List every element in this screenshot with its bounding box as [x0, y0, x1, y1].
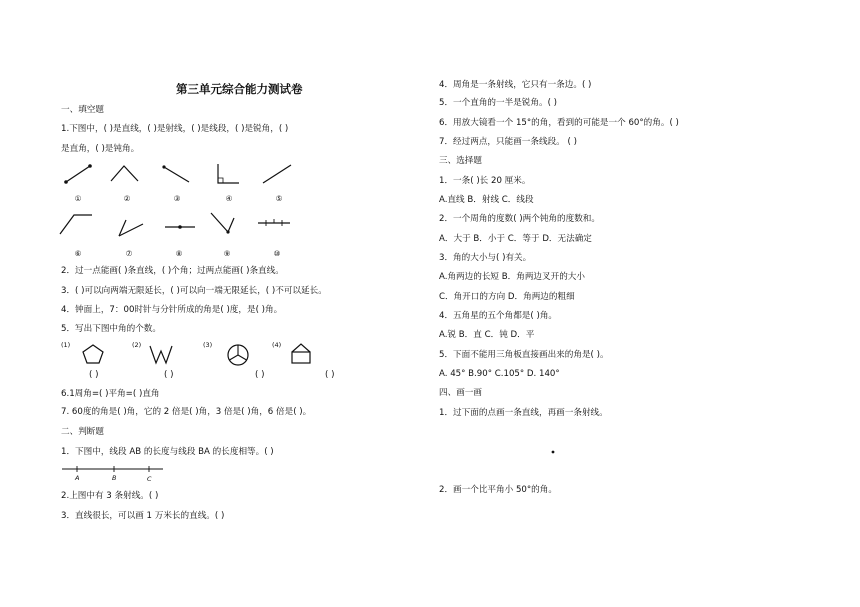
figure-label-9: ⑨	[223, 249, 231, 258]
judge-4: 4．周角是一条射线，它只有一条边。( )	[439, 80, 592, 90]
point-b-label: B	[112, 474, 117, 482]
choice-5: 5．下面不能用三角板直接画出来的角是( )。	[439, 350, 609, 360]
judge-1: 1．下图中，线段 AB 的长度与线段 BA 的长度相等。( )	[61, 447, 274, 457]
question-5: 5．写出下图中角的个数。	[61, 324, 161, 334]
figure-10-segment-icon	[256, 216, 292, 228]
draw-1: 1．过下面的点画一条直线，再画一条射线。	[439, 408, 608, 418]
choice-3-options-b: C．角开口的方向 D．角两边的粗细	[439, 292, 575, 302]
figure-6-obtuse-angle-icon	[58, 211, 96, 237]
choice-2-options: A．大于 B．小于 C．等于 D．无法确定	[439, 234, 592, 244]
figure-label-1: ①	[74, 194, 82, 203]
figure-4-right-angle-icon	[216, 162, 242, 186]
question-4: 4．钟面上，7：00时针与分针所成的角是( )度，是( )角。	[61, 305, 283, 315]
figure-label-2: ②	[123, 194, 131, 203]
question-1-line-a: 1.下图中，( )是直线，( )是射线，( )是线段，( )是锐角，( )	[61, 124, 289, 134]
question-3: 3．( )可以向两端无限延长，( )可以向一端无限延长，( )不可以延长。	[61, 286, 327, 296]
judge-7: 7．经过两点，只能画一条线段。 ( )	[439, 137, 577, 147]
shape-label-1: (1)	[61, 341, 71, 349]
choice-4-options: A.锐 B．直 C．钝 D．平	[439, 330, 535, 340]
shape-blank-4: ( )	[325, 370, 335, 380]
shape-blank-1: ( )	[89, 370, 99, 380]
choice-1: 1．一条( )长 20 厘米。	[439, 176, 531, 186]
figure-8-ray-icon	[163, 222, 197, 232]
section-choice-heading: 三、选择题	[439, 156, 482, 166]
pentagon-icon	[81, 343, 105, 365]
figure-9-angle-icon	[208, 210, 238, 236]
shape-blank-2: ( )	[164, 370, 174, 380]
question-1-line-b: 是直角，( )是钝角。	[61, 144, 140, 154]
choice-3-options-a: A.角两边的长短 B．角两边叉开的大小	[439, 272, 585, 282]
figure-label-3: ③	[173, 194, 181, 203]
shape-label-4: (4)	[272, 341, 282, 349]
figure-5-line-icon	[261, 162, 293, 186]
choice-4: 4．五角星的五个角都是( )角。	[439, 311, 558, 321]
figure-label-6: ⑥	[74, 249, 82, 258]
judge-5: 5．一个直角的一半是锐角。( )	[439, 98, 558, 108]
choice-1-options: A.直线 B．射线 C．线段	[439, 195, 534, 205]
figure-label-5: ⑤	[275, 194, 283, 203]
choice-5-options: A. 45° B.90° C.105° D. 140°	[439, 369, 560, 379]
section-fill-blank-heading: 一、填空题	[61, 105, 104, 115]
question-6: 6.1周角=( )平角=( )直角	[61, 389, 160, 399]
page-title: 第三单元综合能力测试卷	[176, 82, 303, 96]
figure-label-8: ⑧	[175, 249, 183, 258]
judge-3: 3．直线很长，可以画 1 万米长的直线。( )	[61, 511, 225, 521]
choice-2: 2．一个周角的度数( )两个钝角的度数和。	[439, 214, 600, 224]
judge-2: 2.上图中有 3 条射线。( )	[61, 491, 159, 501]
point-a-label: A	[75, 474, 80, 482]
point-c-label: C	[147, 475, 152, 483]
figure-1-segment-icon	[64, 163, 94, 185]
choice-3: 3．角的大小与( )有关。	[439, 253, 532, 263]
figure-2-angle-icon	[109, 162, 141, 184]
figure-label-7: ⑦	[125, 249, 133, 258]
figure-label-4: ④	[225, 194, 233, 203]
figure-3-ray-icon	[162, 164, 192, 184]
judge-6: 6．用放大镜看一个 15°的角，看到的可能是一个 60°的角。( )	[439, 118, 679, 128]
draw-point-dot	[551, 450, 555, 454]
figure-label-10: ⑩	[273, 249, 281, 258]
house-shape-icon	[289, 341, 313, 365]
figure-7-acute-angle-icon	[116, 216, 146, 238]
shape-label-3: (3)	[203, 341, 213, 349]
shape-blank-3: ( )	[255, 370, 265, 380]
draw-2: 2．画一个比平角小 50°的角。	[439, 485, 557, 495]
w-shape-icon	[148, 343, 174, 365]
shape-label-2: (2)	[132, 341, 142, 349]
question-2: 2．过一点能画( )条直线，( )个角；过两点能画( )条直线。	[61, 266, 284, 276]
section-drawing-heading: 四、画一画	[439, 388, 482, 398]
question-7: 7. 60度的角是( )角，它的 2 倍是( )角，3 倍是( )角，6 倍是( )。	[61, 407, 312, 417]
divided-circle-icon	[226, 343, 250, 367]
section-true-false-heading: 二、判断题	[61, 427, 104, 437]
